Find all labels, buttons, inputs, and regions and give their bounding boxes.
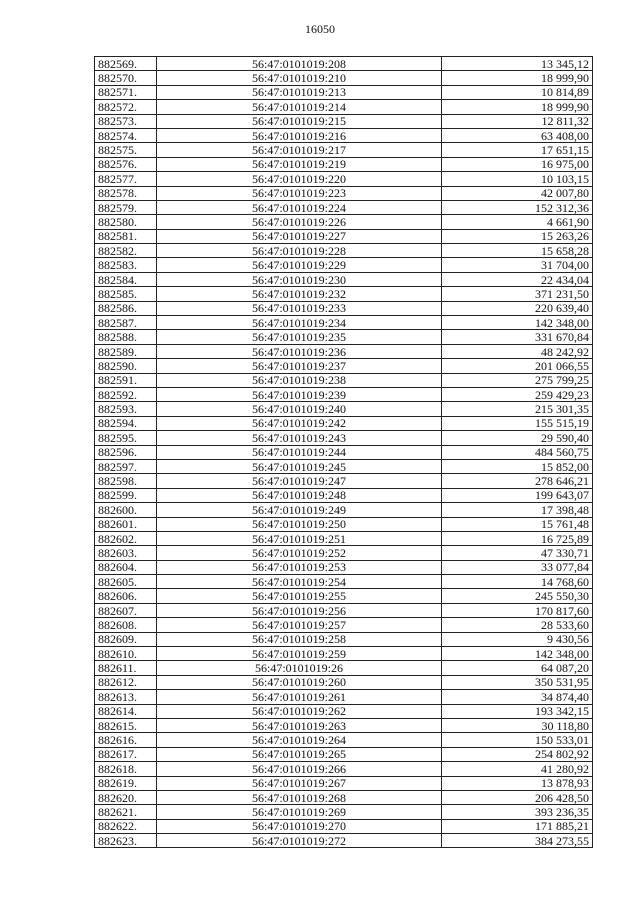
row-number-cell: 882594. [95,416,157,430]
cadastral-number-cell: 56:47:0101019:217 [157,143,442,157]
cadastral-number-cell: 56:47:0101019:249 [157,503,442,517]
table-row [95,172,593,186]
table-row [95,445,593,459]
row-number-cell: 882577. [95,172,157,186]
table-row [95,675,593,689]
cadastral-value-cell: 220 639,40 [442,301,593,315]
table-row [95,416,593,430]
row-number-cell: 882589. [95,344,157,358]
row-number-cell: 882600. [95,503,157,517]
cadastral-number-cell: 56:47:0101019:229 [157,258,442,272]
row-number-cell: 882596. [95,445,157,459]
table-row [95,186,593,200]
cadastral-number-cell: 56:47:0101019:272 [157,834,442,848]
cadastral-value-cell: 10 814,89 [442,85,593,99]
cadastral-number-cell: 56:47:0101019:255 [157,589,442,603]
cadastral-value-cell: 350 531,95 [442,675,593,689]
row-number-cell: 882569. [95,57,157,71]
row-number-cell: 882614. [95,704,157,718]
cadastral-number-cell: 56:47:0101019:224 [157,200,442,214]
row-number-cell: 882622. [95,819,157,833]
table-row [95,71,593,85]
cadastral-value-cell: 9 430,56 [442,632,593,646]
row-number-cell: 882585. [95,287,157,301]
table-row [95,402,593,416]
table-row [95,85,593,99]
table-row [95,143,593,157]
cadastral-number-cell: 56:47:0101019:238 [157,373,442,387]
table-row [95,330,593,344]
cadastral-value-cell: 47 330,71 [442,546,593,560]
row-number-cell: 882603. [95,546,157,560]
cadastral-number-cell: 56:47:0101019:264 [157,733,442,747]
table-row [95,387,593,401]
row-number-cell: 882610. [95,647,157,661]
cadastral-value-cell: 16 975,00 [442,157,593,171]
table-row [95,762,593,776]
cadastral-value-cell: 22 434,04 [442,272,593,286]
table-row [95,603,593,617]
cadastral-value-cell: 15 761,48 [442,517,593,531]
cadastral-number-cell: 56:47:0101019:267 [157,776,442,790]
cadastral-number-cell: 56:47:0101019:245 [157,459,442,473]
table-row [95,776,593,790]
row-number-cell: 882592. [95,387,157,401]
cadastral-number-cell: 56:47:0101019:259 [157,647,442,661]
row-number-cell: 882617. [95,747,157,761]
table-row [95,215,593,229]
cadastral-number-cell: 56:47:0101019:235 [157,330,442,344]
cadastral-number-cell: 56:47:0101019:269 [157,805,442,819]
table-row [95,244,593,258]
cadastral-number-cell: 56:47:0101019:248 [157,488,442,502]
cadastral-value-cell: 14 768,60 [442,575,593,589]
table-row [95,258,593,272]
row-number-cell: 882572. [95,100,157,114]
table-row [95,747,593,761]
table-row [95,272,593,286]
table-row [95,531,593,545]
cadastral-number-cell: 56:47:0101019:223 [157,186,442,200]
table-row [95,546,593,560]
table-row [95,618,593,632]
cadastral-number-cell: 56:47:0101019:262 [157,704,442,718]
cadastral-number-cell: 56:47:0101019:214 [157,100,442,114]
row-number-cell: 882602. [95,531,157,545]
table-row [95,819,593,833]
table-row [95,503,593,517]
cadastral-number-cell: 56:47:0101019:216 [157,128,442,142]
row-number-cell: 882599. [95,488,157,502]
row-number-cell: 882595. [95,431,157,445]
table-row [95,704,593,718]
table-row [95,488,593,502]
cadastral-value-cell: 199 643,07 [442,488,593,502]
row-number-cell: 882606. [95,589,157,603]
row-number-cell: 882607. [95,603,157,617]
row-number-cell: 882574. [95,128,157,142]
row-number-cell: 882587. [95,316,157,330]
table-row [95,661,593,675]
cadastral-number-cell: 56:47:0101019:228 [157,244,442,258]
cadastral-number-cell: 56:47:0101019:266 [157,762,442,776]
row-number-cell: 882598. [95,474,157,488]
table-row [95,287,593,301]
cadastral-number-cell: 56:47:0101019:26 [157,661,442,675]
cadastral-value-cell: 18 999,90 [442,100,593,114]
cadastral-number-cell: 56:47:0101019:256 [157,603,442,617]
row-number-cell: 882621. [95,805,157,819]
cadastral-value-cell: 142 348,00 [442,647,593,661]
row-number-cell: 882575. [95,143,157,157]
cadastral-value-cell: 245 550,30 [442,589,593,603]
cadastral-value-cell: 63 408,00 [442,128,593,142]
cadastral-number-cell: 56:47:0101019:252 [157,546,442,560]
cadastral-value-cell: 152 312,36 [442,200,593,214]
cadastral-value-cell: 170 817,60 [442,603,593,617]
cadastral-value-cell: 201 066,55 [442,359,593,373]
table-row [95,431,593,445]
cadastral-value-cell: 150 533,01 [442,733,593,747]
table-row [95,301,593,315]
cadastral-number-cell: 56:47:0101019:270 [157,819,442,833]
cadastral-number-cell: 56:47:0101019:219 [157,157,442,171]
page-number: 16050 [305,22,335,36]
cadastral-value-cell: 30 118,80 [442,718,593,732]
table-row [95,690,593,704]
row-number-cell: 882605. [95,575,157,589]
row-number-cell: 882601. [95,517,157,531]
cadastral-value-cell: 48 242,92 [442,344,593,358]
table-row [95,316,593,330]
cadastral-number-cell: 56:47:0101019:208 [157,57,442,71]
cadastral-value-cell: 15 658,28 [442,244,593,258]
row-number-cell: 882588. [95,330,157,344]
cadastral-number-cell: 56:47:0101019:265 [157,747,442,761]
cadastral-number-cell: 56:47:0101019:237 [157,359,442,373]
cadastral-value-cell: 15 263,26 [442,229,593,243]
cadastral-value-cell: 371 231,50 [442,287,593,301]
row-number-cell: 882583. [95,258,157,272]
cadastral-value-cell: 34 874,40 [442,690,593,704]
cadastral-value-cell: 215 301,35 [442,402,593,416]
table-row [95,128,593,142]
cadastral-value-cell: 17 651,15 [442,143,593,157]
table-row [95,805,593,819]
cadastral-number-cell: 56:47:0101019:213 [157,85,442,99]
table-row [95,632,593,646]
cadastral-number-cell: 56:47:0101019:257 [157,618,442,632]
cadastral-value-cell: 33 077,84 [442,560,593,574]
table-row [95,459,593,473]
row-number-cell: 882578. [95,186,157,200]
table-body [95,57,593,848]
cadastral-value-cell: 4 661,90 [442,215,593,229]
cadastral-value-cell: 64 087,20 [442,661,593,675]
cadastral-value-cell: 384 273,55 [442,834,593,848]
table-row [95,229,593,243]
cadastral-value-cell: 10 103,15 [442,172,593,186]
cadastral-number-cell: 56:47:0101019:227 [157,229,442,243]
table-row [95,560,593,574]
table-row [95,200,593,214]
cadastral-value-cell: 29 590,40 [442,431,593,445]
row-number-cell: 882576. [95,157,157,171]
table-row [95,733,593,747]
cadastral-number-cell: 56:47:0101019:236 [157,344,442,358]
cadastral-value-cell: 18 999,90 [442,71,593,85]
cadastral-value-cell: 484 560,75 [442,445,593,459]
cadastral-number-cell: 56:47:0101019:226 [157,215,442,229]
row-number-cell: 882616. [95,733,157,747]
cadastral-value-cell: 12 811,32 [442,114,593,128]
table-row [95,344,593,358]
row-number-cell: 882618. [95,762,157,776]
row-number-cell: 882611. [95,661,157,675]
cadastral-number-cell: 56:47:0101019:244 [157,445,442,459]
cadastral-value-cell: 16 725,89 [442,531,593,545]
row-number-cell: 882609. [95,632,157,646]
row-number-cell: 882619. [95,776,157,790]
table-row [95,647,593,661]
row-number-cell: 882623. [95,834,157,848]
table-row [95,834,593,848]
table-row [95,718,593,732]
row-number-cell: 882615. [95,718,157,732]
cadastral-number-cell: 56:47:0101019:232 [157,287,442,301]
cadastral-number-cell: 56:47:0101019:254 [157,575,442,589]
cadastral-value-cell: 254 802,92 [442,747,593,761]
cadastral-number-cell: 56:47:0101019:258 [157,632,442,646]
row-number-cell: 882582. [95,244,157,258]
table-row [95,114,593,128]
cadastral-number-cell: 56:47:0101019:253 [157,560,442,574]
row-number-cell: 882581. [95,229,157,243]
row-number-cell: 882573. [95,114,157,128]
table-row [95,373,593,387]
cadastral-value-table [94,56,593,848]
row-number-cell: 882579. [95,200,157,214]
table-row [95,359,593,373]
cadastral-number-cell: 56:47:0101019:251 [157,531,442,545]
cadastral-number-cell: 56:47:0101019:250 [157,517,442,531]
table-row [95,100,593,114]
cadastral-value-cell: 155 515,19 [442,416,593,430]
cadastral-value-cell: 13 345,12 [442,57,593,71]
cadastral-value-cell: 15 852,00 [442,459,593,473]
table-row [95,57,593,71]
cadastral-number-cell: 56:47:0101019:268 [157,790,442,804]
row-number-cell: 882620. [95,790,157,804]
row-number-cell: 882591. [95,373,157,387]
row-number-cell: 882590. [95,359,157,373]
cadastral-number-cell: 56:47:0101019:260 [157,675,442,689]
row-number-cell: 882613. [95,690,157,704]
row-number-cell: 882597. [95,459,157,473]
cadastral-value-cell: 393 236,35 [442,805,593,819]
cadastral-value-cell: 206 428,50 [442,790,593,804]
cadastral-value-cell: 278 646,21 [442,474,593,488]
cadastral-number-cell: 56:47:0101019:261 [157,690,442,704]
cadastral-number-cell: 56:47:0101019:215 [157,114,442,128]
row-number-cell: 882584. [95,272,157,286]
table-row [95,157,593,171]
cadastral-value-cell: 17 398,48 [442,503,593,517]
cadastral-number-cell: 56:47:0101019:243 [157,431,442,445]
cadastral-value-cell: 193 342,15 [442,704,593,718]
cadastral-number-cell: 56:47:0101019:234 [157,316,442,330]
cadastral-number-cell: 56:47:0101019:240 [157,402,442,416]
cadastral-value-cell: 13 878,93 [442,776,593,790]
cadastral-value-cell: 42 007,80 [442,186,593,200]
cadastral-value-cell: 41 280,92 [442,762,593,776]
cadastral-number-cell: 56:47:0101019:263 [157,718,442,732]
table-row [95,589,593,603]
cadastral-value-cell: 331 670,84 [442,330,593,344]
cadastral-number-cell: 56:47:0101019:210 [157,71,442,85]
table-row [95,474,593,488]
row-number-cell: 882612. [95,675,157,689]
table-row [95,575,593,589]
cadastral-value-cell: 28 533,60 [442,618,593,632]
row-number-cell: 882586. [95,301,157,315]
cadastral-number-cell: 56:47:0101019:247 [157,474,442,488]
cadastral-number-cell: 56:47:0101019:220 [157,172,442,186]
row-number-cell: 882571. [95,85,157,99]
table-row [95,790,593,804]
cadastral-value-cell: 275 799,25 [442,373,593,387]
cadastral-value-cell: 171 885,21 [442,819,593,833]
cadastral-number-cell: 56:47:0101019:233 [157,301,442,315]
row-number-cell: 882608. [95,618,157,632]
cadastral-number-cell: 56:47:0101019:242 [157,416,442,430]
row-number-cell: 882580. [95,215,157,229]
table-row [95,517,593,531]
row-number-cell: 882593. [95,402,157,416]
cadastral-value-cell: 259 429,23 [442,387,593,401]
row-number-cell: 882570. [95,71,157,85]
row-number-cell: 882604. [95,560,157,574]
cadastral-number-cell: 56:47:0101019:239 [157,387,442,401]
cadastral-value-cell: 31 704,00 [442,258,593,272]
cadastral-value-cell: 142 348,00 [442,316,593,330]
cadastral-number-cell: 56:47:0101019:230 [157,272,442,286]
